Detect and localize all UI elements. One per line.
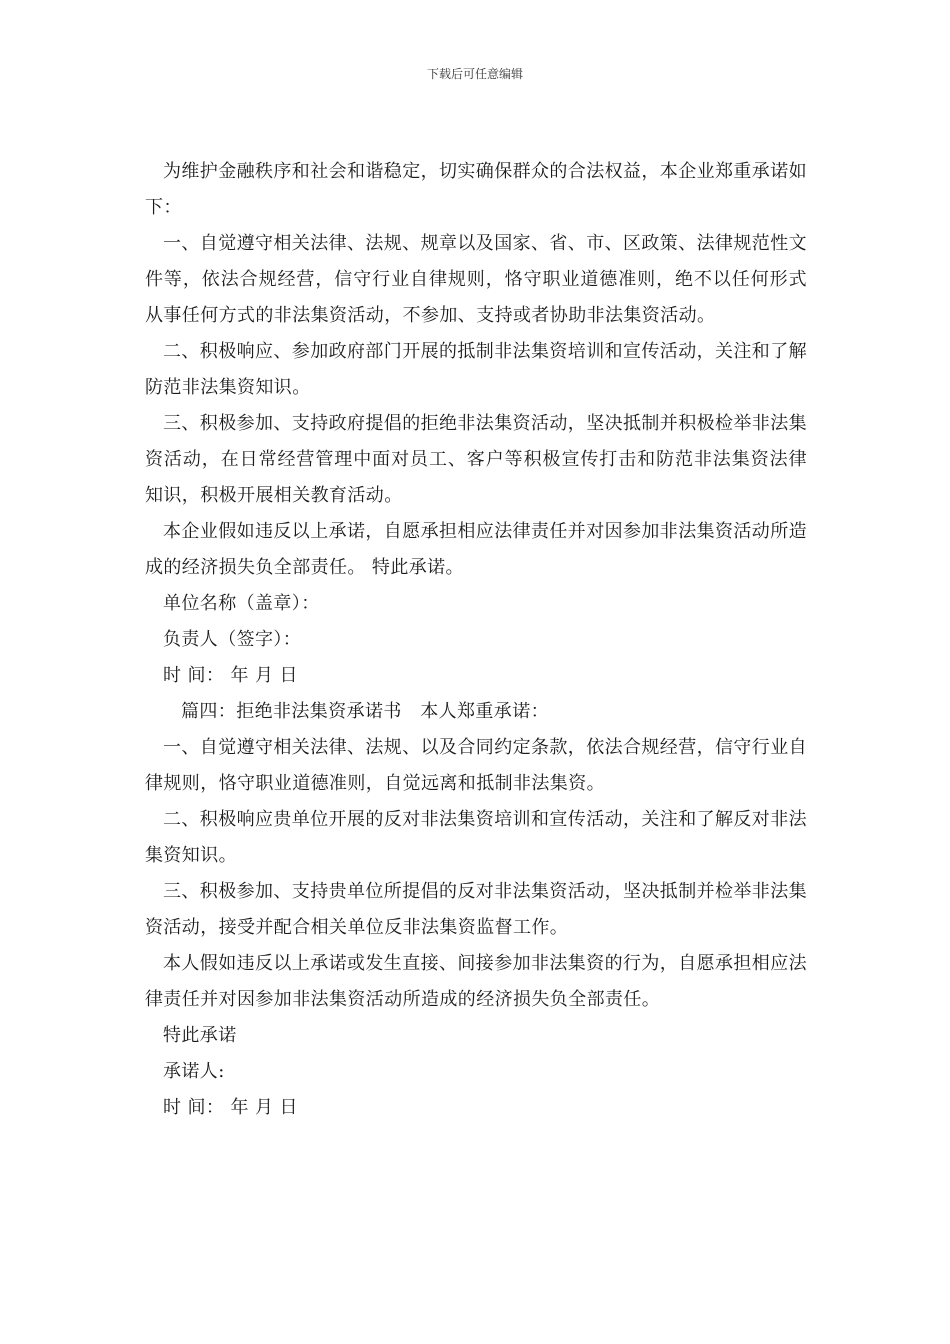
commitment-item-3: 三、积极参加、支持政府提倡的拒绝非法集资活动，坚决抵制并积极检举非法集资活动，在日常经营管理中面对员工、客户等积极宣传打击和防范非法集资法律知识，积极开展相关教育活动。 (145, 413, 807, 506)
liability-statement: 本企业假如违反以上承诺，自愿承担相应法律责任并对因参加非法集资活动所造成的经济损失负全部责任。 特此承诺。 (145, 521, 807, 578)
personal-date-line: 时 间： 年 月 日 (163, 1097, 298, 1118)
responsible-person-line: 负责人（签字）： (163, 629, 302, 650)
unit-name-line: 单位名称（盖章）： (163, 593, 320, 614)
personal-commitment-item-1: 一、自觉遵守相关法律、法规、以及合同约定条款，依法合规经营，信守行业自律规则，恪守职业道德准则，自觉远离和抵制非法集资。 (145, 737, 807, 794)
commitment-item-1: 一、自觉遵守相关法律、法规、规章以及国家、省、市、区政策、法律规范性文件等，依法合规经营，信守行业自律规则，恪守职业道德准则，绝不以任何形式从事任何方式的非法集资活动，不参加、支持或者协助非法集资活动。 (145, 233, 807, 326)
personal-commitment-item-3: 三、积极参加、支持贵单位所提倡的反对非法集资活动，坚决抵制并检举非法集资活动，接受并配合相关单位反非法集资监督工作。 (145, 881, 807, 938)
hereby-commit-line: 特此承诺 (163, 1025, 237, 1046)
section-four-heading: 篇四：拒绝非法集资承诺书 本人郑重承诺： (181, 701, 549, 722)
personal-commitment-item-2: 二、积极响应贵单位开展的反对非法集资培训和宣传活动，关注和了解反对非法集资知识。 (145, 809, 807, 866)
personal-liability-statement: 本人假如违反以上承诺或发生直接、间接参加非法集资的行为，自愿承担相应法律责任并对因参加非法集资活动所造成的经济损失负全部责任。 (145, 953, 807, 1010)
date-line: 时 间： 年 月 日 (163, 665, 298, 686)
commitment-item-2: 二、积极响应、参加政府部门开展的抵制非法集资培训和宣传活动，关注和了解防范非法集资知识。 (145, 341, 807, 398)
intro-paragraph: 为维护金融秩序和社会和谐稳定，切实确保群众的合法权益，本企业郑重承诺如下： (145, 161, 807, 218)
page-header-note: 下载后可任意编辑 (426, 67, 523, 81)
document-body (145, 154, 807, 1126)
committer-line: 承诺人: (163, 1061, 225, 1082)
